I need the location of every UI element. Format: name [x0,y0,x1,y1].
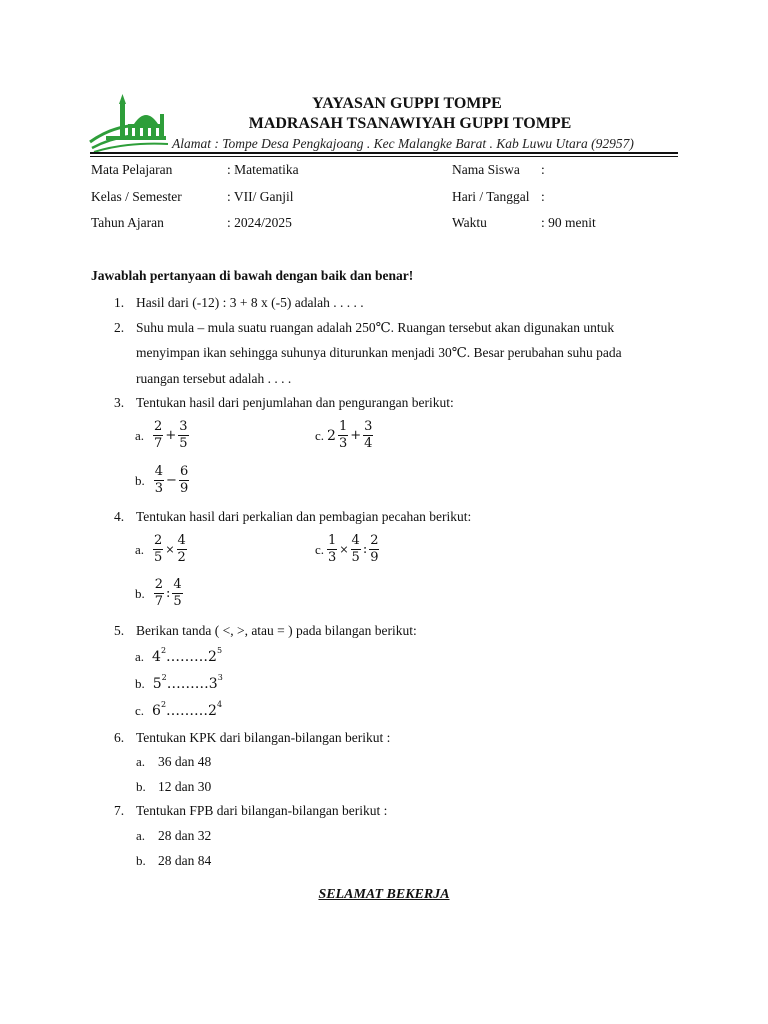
q7-a-label: a. [136,828,146,843]
q2-line1: Suhu mula – mula suatu ruangan adalah 250℃. Ruangan tersebut akan digunakan untuk [136,320,615,335]
time-label: Waktu [452,215,487,230]
fraction: $\frac{1}{3}$ [328,533,337,565]
q6-b: 12 dan 30 [158,779,212,794]
power-comparison: $4^2\dots\dots\dots 2^5$ [152,646,223,665]
q4-number: 4. [114,509,125,524]
operator: − [166,473,177,488]
q1-text: Hasil dari (-12) : 3 + 8 x (-5) adalah . . . . . [136,295,364,310]
class-label: Kelas / Semester [91,189,182,204]
date-value: : [541,189,545,204]
q2-number: 2. [114,320,125,335]
student-name-label: Nama Siswa [452,162,520,177]
q2-line3: ruangan tersebut adalah . . . . [136,371,292,386]
header-rule-thick [90,152,678,154]
item-label: a. [135,649,145,664]
fraction: $\frac{6}{9}$ [179,464,189,496]
q5-number: 5. [114,623,125,638]
q7-b: 28 dan 84 [158,853,212,868]
fraction: $\frac{2}{5}$ [154,533,163,565]
fraction: $\frac{2}{7}$ [154,419,163,451]
q5-text: Berikan tanda ( <, >, atau = ) pada bilangan berikut: [136,623,417,638]
q3-number: 3. [114,395,125,410]
q7-a: 28 dan 32 [158,828,212,843]
operator: + [165,428,177,443]
time-value: : 90 menit [541,215,596,230]
operator: × [165,543,175,556]
q6-a: 36 dan 48 [158,754,212,769]
item-label: b. [135,585,145,601]
subject-value: : Matematika [227,162,299,177]
item-label: a. [135,541,145,557]
subject-label: Mata Pelajaran [91,162,173,177]
q2-line2: menyimpan ikan sehingga suhunya diturunkan menjadi 30℃. Besar perubahan suhu pada [136,345,622,360]
student-name-value: : [541,162,545,177]
q6-text: Tentukan KPK dari bilangan-bilangan berikut : [136,730,391,745]
q4-item-c [315,533,380,566]
instruction: Jawablah pertanyaan di bawah dengan baik dan benar! [91,268,414,283]
q7-b-label: b. [136,853,146,868]
item-label: c. [315,541,325,557]
q6-a-label: a. [136,754,146,769]
q3-item-c [315,419,374,452]
q3-item-a [135,419,190,452]
header-rule-thin [90,156,678,157]
class-value: : VII/ Ganjil [227,189,294,204]
q5-item-a [135,646,223,665]
item-label: a. [135,427,145,443]
item-label: b. [135,472,145,488]
q7-number: 7. [114,803,125,818]
year-label: Tahun Ajaran [91,215,164,230]
q7-text: Tentukan FPB dari bilangan-bilangan berikut : [136,803,388,818]
operator: : [362,542,368,557]
fraction: $\frac{2}{9}$ [370,533,379,565]
q5-item-b [135,673,223,692]
date-label: Hari / Tanggal [452,189,530,204]
q6-number: 6. [114,730,125,745]
q5-item-c [135,700,223,719]
q4-item-a [135,533,188,566]
q4-text: Tentukan hasil dari perkalian dan pembagian pecahan berikut: [136,509,472,524]
foundation-name: YAYASAN GUPPI TOMPE [312,95,502,112]
fraction: $\frac{4}{5}$ [351,533,360,565]
q1-number: 1. [114,295,125,310]
power-comparison: $5^2\dots\dots\dots 3^3$ [152,673,223,692]
q4-item-b [135,577,184,610]
fraction: $\frac{4}{2}$ [177,533,186,565]
q3-item-b [135,464,190,497]
fraction: $\frac{3}{5}$ [179,419,188,451]
operator: × [339,543,349,556]
q3-text: Tentukan hasil dari penjumlahan dan pengurangan berikut: [136,395,454,410]
item-label: b. [135,676,145,691]
mixed-whole: 2 [327,427,336,444]
school-address: Alamat : Tompe Desa Pengkajoang . Kec Malangke Barat . Kab Luwu Utara (92957) [172,136,634,151]
operator: : [166,586,171,601]
fraction: $\frac{2}{7}$ [154,577,164,609]
fraction: $\frac{3}{4}$ [364,419,373,451]
item-label: c. [315,427,325,443]
fraction: $\frac{4}{3}$ [154,464,164,496]
fraction: $\frac{1}{3}$ [338,419,348,451]
school-name: MADRASAH TSANAWIYAH GUPPI TOMPE [248,115,572,132]
operator: + [350,428,362,443]
power-comparison: $6^2\dots\dots\dots 2^4$ [152,700,223,719]
item-label: c. [135,703,145,718]
year-value: : 2024/2025 [227,215,292,230]
fraction: $\frac{4}{5}$ [173,577,182,609]
q6-b-label: b. [136,779,146,794]
closing-text: SELAMAT BEKERJA [318,887,450,902]
